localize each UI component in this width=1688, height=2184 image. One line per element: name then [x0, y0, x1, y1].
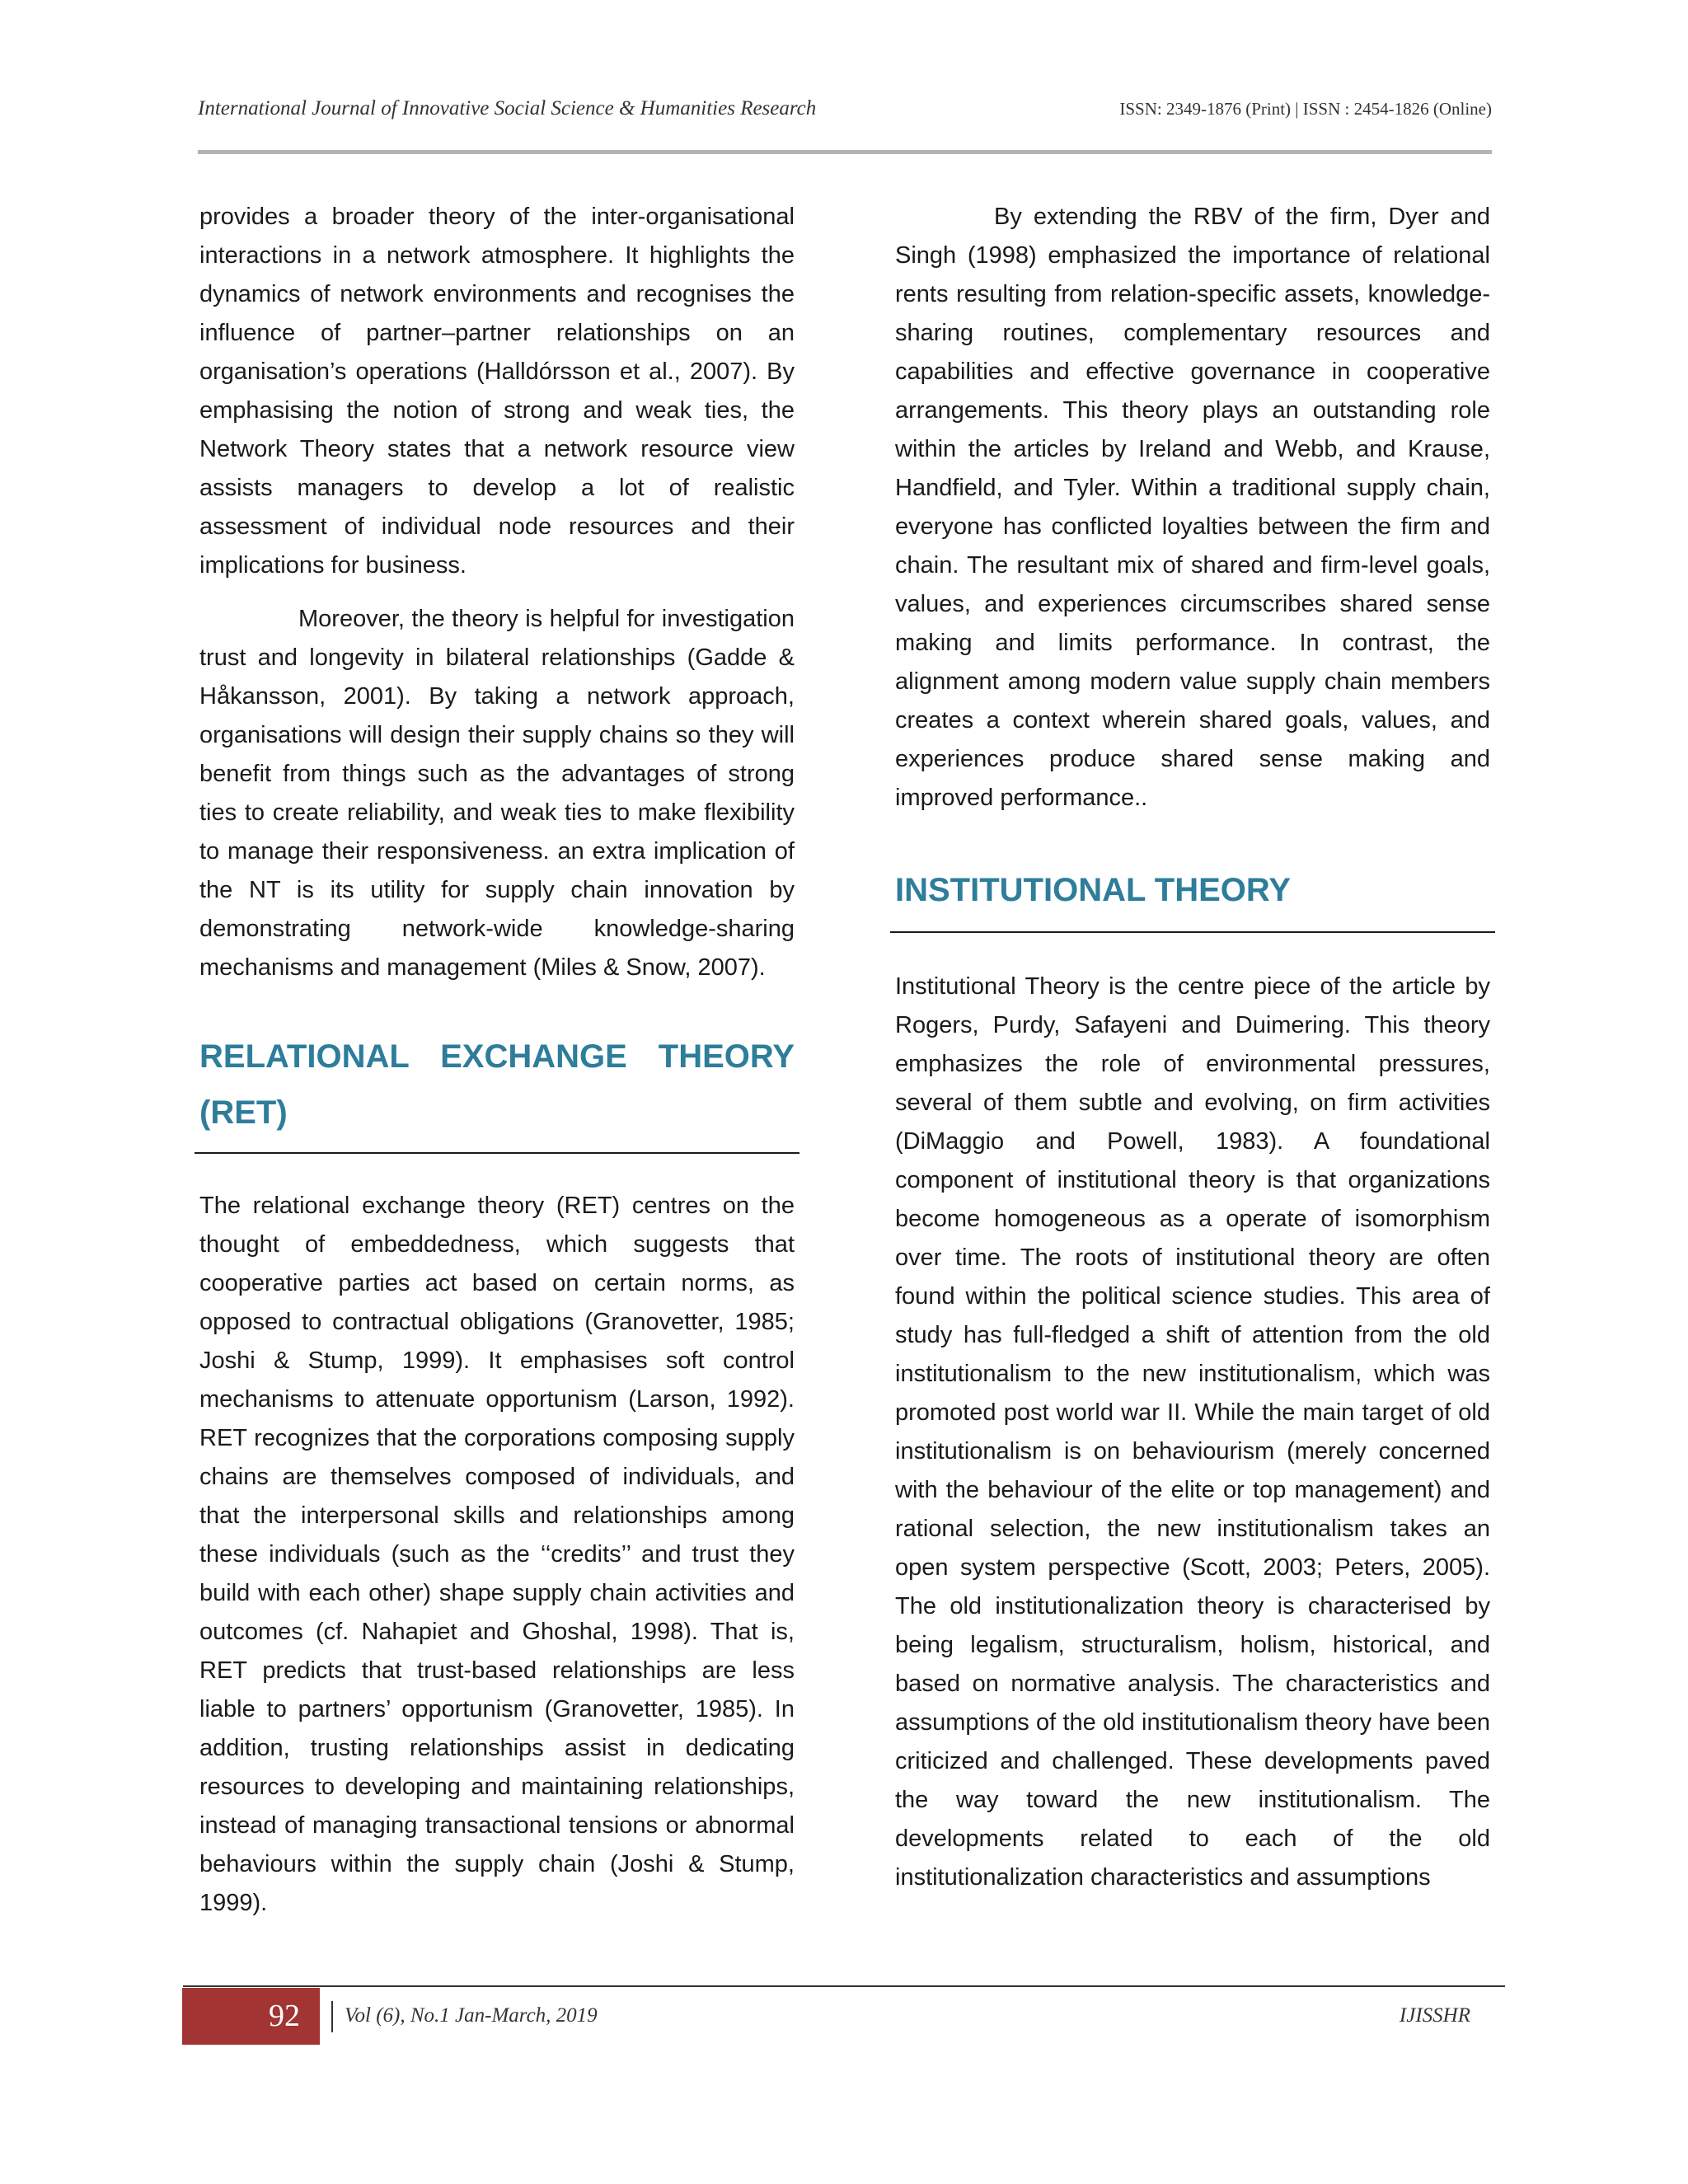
- page-header: [198, 97, 1492, 130]
- issn-line: ISSN: 2349-1876 (Print) | ISSN : 2454-1826 (Online): [1119, 99, 1492, 119]
- left-paragraph-2: Moreover, the theory is helpful for investigation trust and longevity in bilateral relationships (Gadde & Håkansson, 2001). By taking a network approach, organisations will design their supply chains so they will benefit from things such as the advantages of strong ties to create reliability, and weak ties to make flexibility to manage their responsiveness. an extra implication of the NT is its utility for supply chain innovation by demonstrating network-wide knowledge-sharing mechanisms and management (Miles & Snow, 2007).: [199, 606, 795, 981]
- page-number-box: [182, 1988, 320, 2045]
- right-paragraph-2: Institutional Theory is the centre piece of the article by Rogers, Purdy, Safayeni and Duimering. This theory emphasizes the role of environmental pressures, several of them subtle and evolving, on firm activities (DiMaggio and Powell, 1983). A foundational component of institutional theory is that organizations become homogeneous as a operate of isomorphism over time. The roots of institutional theory are often found within the political science studies. This area of study has full-fledged a shift of attention from the old institutionalism to the new institutionalism, which was promoted post world war II. While the main target of old institutionalism is on behaviourism (merely concerned with the behaviour of the elite or top management) and rational selection, the new institutionalism takes an open system perspective (Scott, 2003; Peters, 2005). The old institutionalization theory is characterised by being legalism, structuralism, holism, historical, and based on normative analysis. The characteristics and assumptions of the old institutionalism theory have been criticized and challenged. These developments paved the way toward the new institutionalism. The developments related to each of the old institutionalization characteristics and assumptions: [895, 973, 1490, 1891]
- section-heading-institutional: INSTITUTIONAL THEORY: [895, 872, 1291, 908]
- header-rule: [198, 150, 1492, 154]
- section-heading-ret: RELATIONAL EXCHANGE THEORY (RET): [199, 1038, 795, 1131]
- right-column: [895, 198, 1490, 1912]
- page-number: 92: [269, 1999, 300, 2033]
- footer-rule: [183, 1985, 1505, 1987]
- footer-divider: [331, 2001, 333, 2032]
- heading-rule: [890, 931, 1495, 933]
- journal-abbreviation: IJISSHR: [1399, 2004, 1470, 2027]
- left-paragraph-3: The relational exchange theory (RET) centres on the thought of embeddedness, which suggests that cooperative parties act based on certain norms, as opposed to contractual obligations (Granovetter, 1985; Joshi & Stump, 1999). It emphasises soft control mechanisms to attenuate opportunism (Larson, 1992). RET recognizes that the corporations composing supply chains are themselves composed of individuals, and that the interpersonal skills and relationships among these individuals (such as the ‘‘credits’’ and trust they build with each other) shape supply chain activities and outcomes (cf. Nahapiet and Ghoshal, 1998). That is, RET predicts that trust-based relationships are less liable to partners’ opportunism (Granovetter, 1985). In addition, trusting relationships assist in dedicating resources to developing and maintaining relationships, instead of managing transactional tensions or abnormal behaviours within the supply chain (Joshi & Stump, 1999).: [199, 1193, 795, 1916]
- left-paragraph-1: provides a broader theory of the inter-organisational interactions in a network atmosphere. It highlights the dynamics of network environments and recognises the influence of partner–partner relationships on an organisation’s operations (Halldórsson et al., 2007). By emphasising the notion of strong and weak ties, the Network Theory states that a network resource view assists managers to develop a lot of realistic assessment of individual node resources and their implications for business.: [199, 204, 795, 579]
- volume-info: Vol (6), No.1 Jan-March, 2019: [345, 2004, 598, 2027]
- left-column: [199, 198, 795, 1938]
- right-paragraph-1: By extending the RBV of the firm, Dyer and Singh (1998) emphasized the importance of relational rents resulting from relation-specific assets, knowledge-sharing routines, complementary resources and capabilities and effective governance in cooperative arrangements. This theory plays an outstanding role within the articles by Ireland and Webb, and Krause, Handfield, and Tyler. Within a traditional supply chain, everyone has conflicted loyalties between the firm and chain. The resultant mix of shared and firm-level goals, values, and experiences circumscribes shared sense making and limits performance. In contrast, the alignment among modern value supply chain members creates a context wherein shared goals, values, and experiences produce shared sense making and improved performance..: [895, 204, 1490, 811]
- heading-rule: [195, 1152, 799, 1154]
- journal-title: International Journal of Innovative Social Science & Humanities Research: [198, 97, 817, 120]
